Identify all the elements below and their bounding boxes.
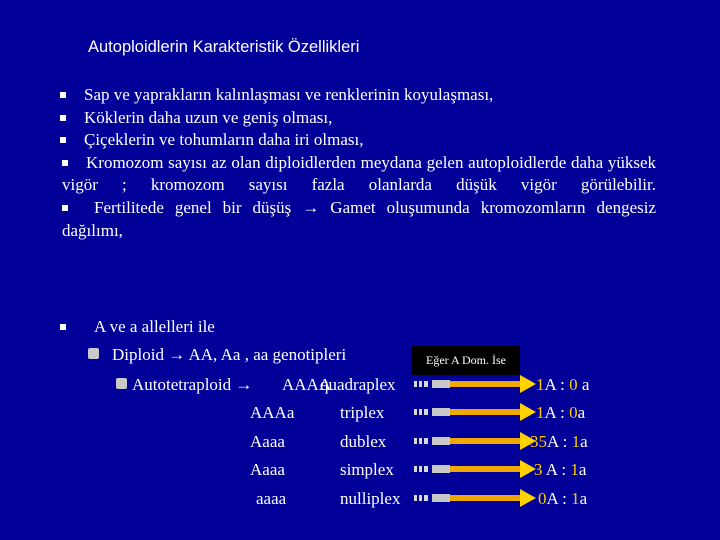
diploid-line: Diploid → AA, Aa , aa genotipleri bbox=[112, 345, 347, 364]
ratio-number: 3 bbox=[534, 460, 543, 479]
ratio-number: 35 bbox=[530, 432, 547, 451]
result-arrow bbox=[414, 435, 534, 447]
ratio-number: 1 bbox=[570, 460, 579, 479]
bullet-item bbox=[60, 84, 656, 107]
result-arrow bbox=[414, 463, 534, 475]
dosage-type: simplex bbox=[340, 460, 394, 479]
segregation-ratio bbox=[536, 403, 585, 423]
dosage-type: quadraplex bbox=[320, 375, 396, 394]
ratio-separator: : bbox=[555, 403, 570, 422]
arrow-right-icon: → bbox=[302, 197, 320, 217]
ratio-separator: : bbox=[557, 460, 571, 479]
result-arrow bbox=[414, 406, 534, 418]
result-arrow bbox=[414, 378, 534, 390]
square-bullet-icon bbox=[60, 137, 66, 143]
genotype-label: aaaa bbox=[256, 489, 287, 508]
autotetraploid-label: Autotetraploid → bbox=[132, 375, 253, 394]
bullet-list bbox=[62, 84, 656, 242]
round-bullet-icon bbox=[88, 348, 99, 359]
ratio-letter: a bbox=[578, 460, 587, 479]
ratio-separator: : bbox=[555, 375, 570, 394]
dosage-type: dublex bbox=[340, 432, 387, 451]
genotype-label: Aaaa bbox=[250, 432, 285, 451]
bullet-item bbox=[62, 152, 656, 197]
bullet-item bbox=[62, 197, 656, 242]
ratio-letter: A bbox=[547, 432, 559, 451]
ratio-number: 1 bbox=[571, 432, 581, 451]
square-bullet-icon bbox=[62, 205, 68, 211]
result-arrow bbox=[414, 492, 534, 504]
alleles-heading: A ve a allelleri ile bbox=[94, 317, 215, 336]
segregation-ratio bbox=[536, 375, 589, 395]
ratio-letter: a bbox=[580, 432, 588, 451]
ratio-letter: a bbox=[577, 375, 590, 394]
square-bullet-icon bbox=[60, 92, 66, 98]
round-bullet-icon bbox=[116, 378, 127, 389]
genotype-label: Aaaa bbox=[250, 460, 285, 479]
ratio-number: 1 bbox=[536, 375, 545, 394]
ratio-number: 0 bbox=[538, 489, 547, 508]
ratio-letter: A bbox=[542, 460, 558, 479]
alleles-heading-row bbox=[60, 317, 215, 337]
ratio-separator: : bbox=[557, 489, 572, 508]
bullet-text: Kromozom sayısı az olan diploidlerden meydana gelen autoploidlerde daha yüksek vigör ; kromozom sayısı fazla olanlarda düşük vigör görülebilir. bbox=[62, 152, 656, 195]
segregation-ratio bbox=[538, 489, 587, 509]
bullet-item bbox=[60, 107, 656, 130]
ratio-letter: A bbox=[546, 489, 558, 508]
ratio-number: 1 bbox=[571, 489, 580, 508]
ratio-number: 0 bbox=[569, 375, 578, 394]
ratio-letter: a bbox=[577, 403, 586, 422]
square-bullet-icon bbox=[60, 324, 66, 330]
square-bullet-icon bbox=[60, 115, 66, 121]
ratio-letter: a bbox=[579, 489, 588, 508]
ratio-number: 0 bbox=[569, 403, 578, 422]
square-bullet-icon bbox=[62, 160, 68, 166]
slide-title: Autoploidlerin Karakteristik Özellikleri bbox=[88, 38, 360, 56]
ratio-number: 1 bbox=[536, 403, 545, 422]
segregation-ratio bbox=[534, 460, 586, 480]
bullet-text: Sap ve yaprakların kalınlaşması ve renklerinin koyulaşması, bbox=[84, 85, 494, 104]
bullet-item bbox=[60, 129, 656, 152]
dominance-note: Eğer A Dom. İse bbox=[412, 346, 520, 375]
genotype-label: AAAa bbox=[250, 403, 295, 422]
dosage-type: triplex bbox=[340, 403, 385, 422]
bullet-text: Gamet oluşumunda kromozomların dengesiz dağılımı, bbox=[62, 197, 656, 240]
ratio-letter: A bbox=[544, 375, 556, 394]
ratio-letter: A bbox=[544, 403, 556, 422]
genotype-label: AAAA bbox=[282, 375, 332, 394]
ratio-separator: : bbox=[558, 432, 572, 451]
bullet-text: Çiçeklerin ve tohumların daha iri olması, bbox=[84, 130, 364, 150]
bullet-text: Fertilitede genel bir düşüş bbox=[94, 197, 292, 217]
segregation-ratio bbox=[530, 432, 588, 452]
dosage-type: nulliplex bbox=[340, 489, 401, 508]
bullet-text: Köklerin daha uzun ve geniş olması, bbox=[84, 107, 333, 127]
